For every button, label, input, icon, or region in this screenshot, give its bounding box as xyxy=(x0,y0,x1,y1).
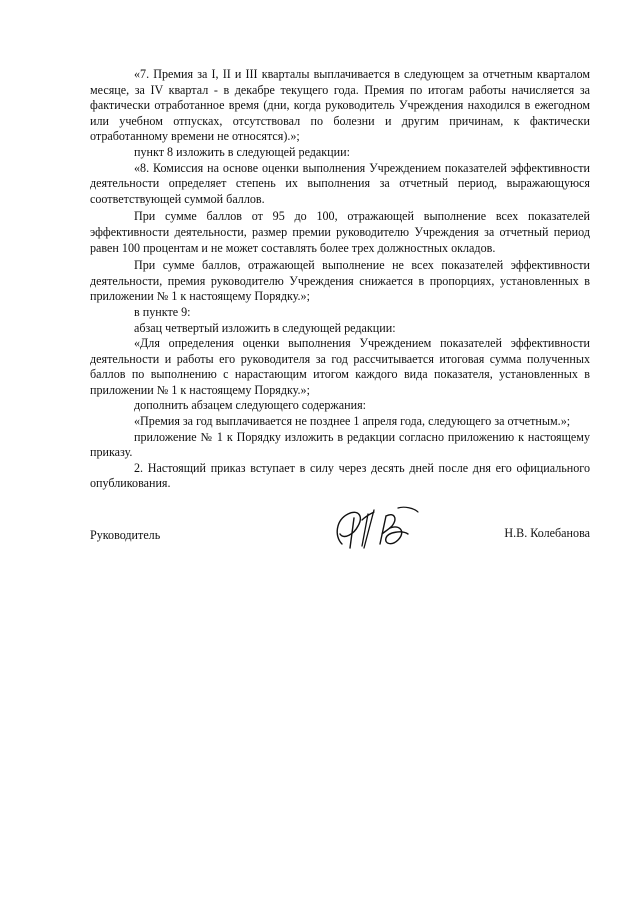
paragraph-item-9: в пункте 9: xyxy=(134,304,191,319)
signer-title: Руководитель xyxy=(90,528,161,542)
signature-icon xyxy=(328,504,428,552)
paragraph-score-partial: При сумме баллов, отражающей выполнение не всех показателей эффективности деятельности, премия руководителю Учреждения снижается в пропорциях, установленных в приложении № 1 к настоящему Порядку.»; xyxy=(90,258,590,304)
paragraph-abzac-4-text: «Для определения оценки выполнения Учреждением показателей эффективности деятельности и работы его руководителя за год рассчитывается итоговая сумма полученных баллов по выполнению с нарастающим итогом каждого вида показателя, установленных в приложении № 1 к настоящему Порядку.»; xyxy=(90,336,590,397)
paragraph-appendix: приложение № 1 к Порядку изложить в редакции согласно приложению к настоящему приказу. xyxy=(90,429,590,460)
document-body xyxy=(90,67,590,492)
paragraph-effective-date: 2. Настоящий приказ вступает в силу через десять дней после дня его официального опубликования. xyxy=(90,460,590,491)
paragraph-item-8-text: «8. Комиссия на основе оценки выполнения Учреждением показателей эффективности деятельности определяет степень их выполнения за отчетный период, выражающуюся соответствующей суммой баллов. xyxy=(90,160,590,206)
paragraph-supplement: дополнить абзацем следующего содержания: xyxy=(134,398,367,413)
signer-name: Н.В. Колебанова xyxy=(504,526,590,540)
signature-row xyxy=(90,504,590,554)
paragraph-item-7: «7. Премия за I, II и III кварталы выплачивается в следующем за отчетным кварталом месяце, за IV квартал - в декабре текущего года. Премия по итогам работы начисляется за фактически отработанное время (дни, когда руководитель Учреждения находился в ежегодном или учебном отпусках, отсутствовал по болезни и другим причинам, к фактически отработанному времени не относятся).»; xyxy=(90,67,590,144)
paragraph-abzac-4: абзац четвертый изложить в следующей редакции: xyxy=(134,320,396,335)
paragraph-supplement-text: «Премия за год выплачивается не позднее 1 апреля года, следующего за отчетным.»; xyxy=(134,414,571,429)
paragraph-item-8-instruction: пункт 8 изложить в следующей редакции: xyxy=(134,144,350,159)
paragraph-score-full: При сумме баллов от 95 до 100, отражающей выполнение всех показателей эффективности деятельности, размер премии руководителю Учреждения за отчетный период равен 100 процентам и не может составлять более трех должностных окладов. xyxy=(90,209,590,255)
